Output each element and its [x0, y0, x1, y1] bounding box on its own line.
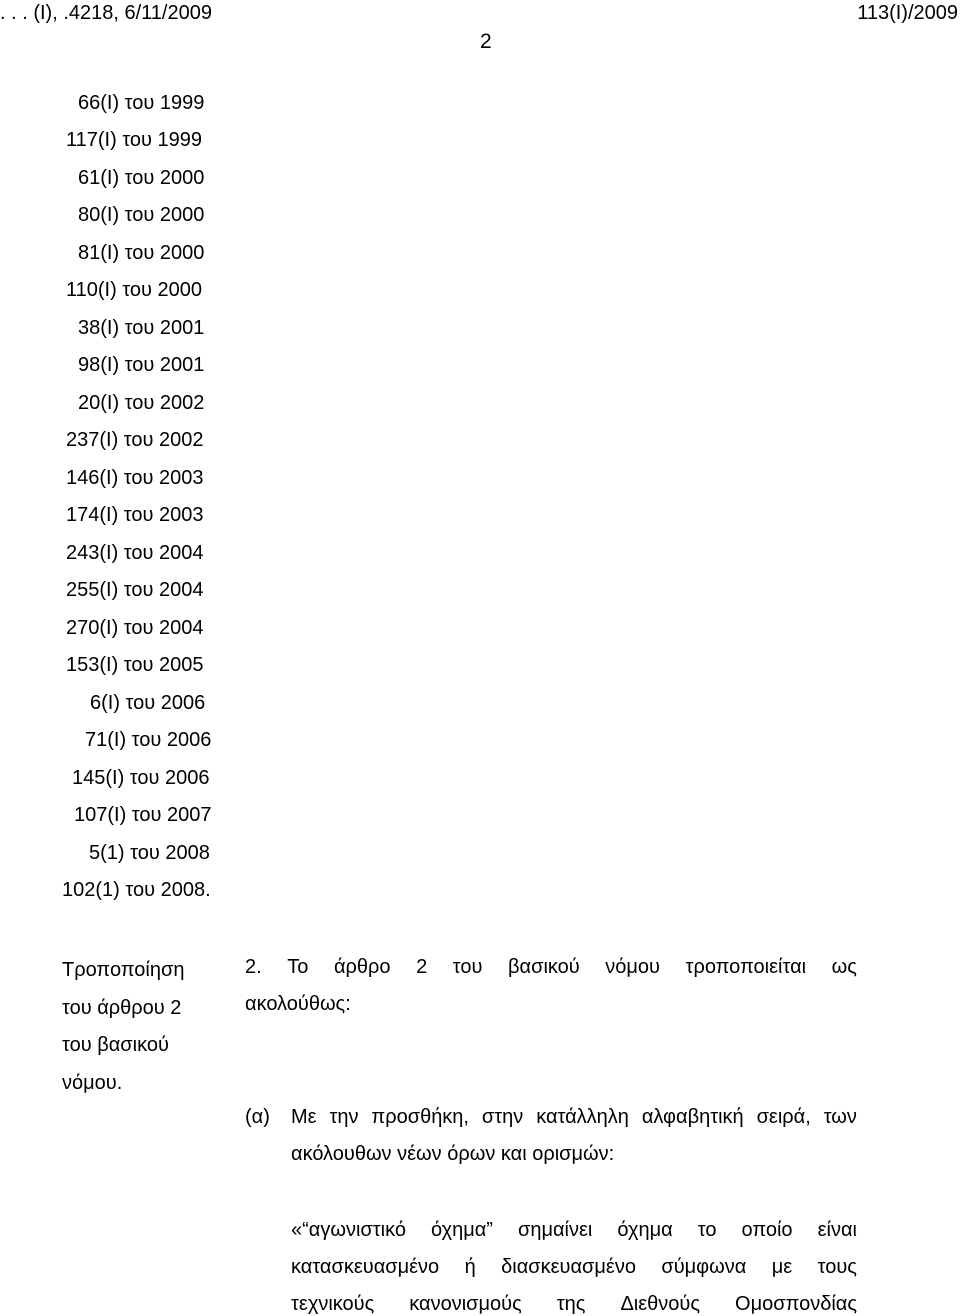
word: κατάλληλη: [536, 1106, 629, 1128]
margin-note: [62, 952, 184, 1102]
law-item: 20(Ι) του 2002: [78, 392, 205, 414]
law-item: 5(1) του 2008: [89, 842, 210, 864]
law-item: 80(Ι) του 2000: [78, 204, 205, 226]
law-item: 145(Ι) του 2006: [72, 767, 210, 789]
law-item: 6(Ι) του 2006: [90, 692, 206, 714]
word: 2.: [245, 956, 262, 978]
word: κατασκευασμένο: [291, 1256, 440, 1278]
definition-line-1: [291, 1219, 857, 1242]
word: στην: [481, 1106, 524, 1128]
word: Με: [291, 1106, 317, 1128]
word: διασκευασμένο: [501, 1256, 636, 1278]
word: Το: [287, 956, 309, 978]
law-item: 255(Ι) του 2004: [66, 579, 204, 601]
section-2-line-2: ακολούθως:: [245, 993, 351, 1015]
word: άρθρο: [333, 956, 391, 978]
item-a-marker: (α): [245, 1106, 270, 1128]
word: ή: [464, 1256, 476, 1278]
word: είναι: [817, 1219, 857, 1241]
law-item: 243(Ι) του 2004: [66, 542, 204, 564]
word: 2: [416, 956, 428, 978]
law-item: 117(Ι) του 1999: [66, 129, 203, 151]
margin-note-line: νόμου.: [62, 1071, 123, 1094]
definition-line-2: [291, 1256, 857, 1279]
law-item: 110(Ι) του 2000: [66, 279, 203, 301]
law-item: 102(1) του 2008.: [62, 879, 211, 901]
word: «“αγωνιστικό: [291, 1219, 406, 1241]
item-a-line-1: [291, 1106, 857, 1129]
word: κανονισμούς: [409, 1293, 522, 1315]
word: οποίο: [741, 1219, 793, 1241]
word: αλφαβητική: [641, 1106, 744, 1128]
law-item: 107(Ι) του 2007: [74, 804, 212, 826]
section-2-line-1: [245, 956, 857, 979]
header-right: 113(Ι)/2009: [857, 2, 958, 24]
law-item: 237(Ι) του 2002: [66, 429, 204, 451]
word: Διεθνούς: [620, 1293, 700, 1315]
header-left: . . . (Ι), .4218, 6/11/2009: [0, 2, 212, 24]
law-item: 153(Ι) του 2005: [66, 654, 204, 676]
margin-note-line: Τροποποίηση: [62, 959, 185, 981]
page-number: 2: [480, 30, 492, 53]
law-item: 146(Ι) του 2003: [66, 467, 204, 489]
law-item: 66(Ι) του 1999: [78, 92, 205, 114]
word: το: [697, 1219, 717, 1241]
word: νόμου: [605, 956, 660, 978]
word: προσθήκη,: [371, 1106, 469, 1128]
word: σειρά,: [756, 1106, 811, 1128]
word: όχημα: [617, 1219, 673, 1241]
law-item: 71(Ι) του 2006: [85, 729, 212, 751]
word: όχημα”: [431, 1219, 493, 1241]
word: με: [771, 1256, 793, 1278]
word: σύμφωνα: [661, 1256, 747, 1278]
law-item: 174(Ι) του 2003: [66, 504, 204, 526]
law-item: 38(Ι) του 2001: [78, 317, 205, 339]
word: ως: [831, 956, 857, 978]
word: της: [556, 1293, 586, 1315]
definition-line-3: [291, 1293, 857, 1316]
word: τροποποιείται: [685, 956, 807, 978]
word: των: [823, 1106, 857, 1128]
law-item: 98(Ι) του 2001: [78, 354, 205, 376]
word: του: [452, 956, 483, 978]
item-a-line-2: ακόλουθων νέων όρων και ορισμών:: [291, 1143, 615, 1165]
word: την: [329, 1106, 359, 1128]
margin-note-line: του βασικού: [62, 1034, 169, 1056]
word: τεχνικούς: [291, 1293, 375, 1315]
law-item: 81(Ι) του 2000: [78, 242, 205, 264]
law-item: 61(Ι) του 2000: [78, 167, 205, 189]
law-item: 270(Ι) του 2004: [66, 617, 204, 639]
word: σημαίνει: [518, 1219, 593, 1241]
word: Ομοσπονδίας: [735, 1293, 857, 1315]
word: βασικού: [508, 956, 580, 978]
word: τους: [817, 1256, 857, 1278]
margin-note-line: του άρθρου 2: [62, 996, 182, 1019]
